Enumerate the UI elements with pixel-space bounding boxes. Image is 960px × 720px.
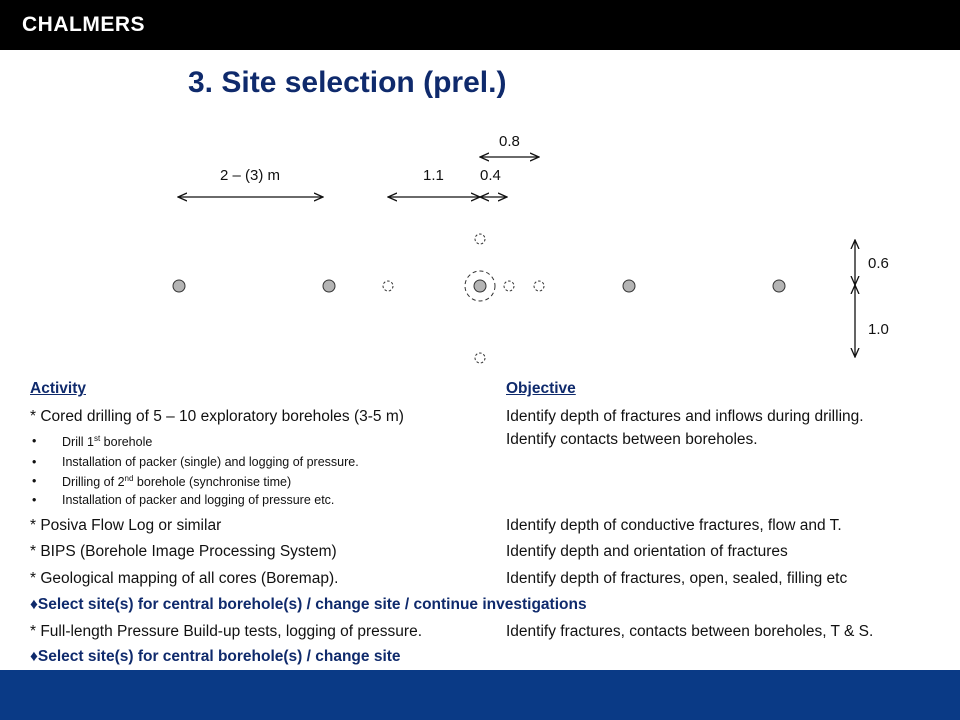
label-spacing-outer: 2 – (3) m <box>220 167 281 184</box>
decision-line: ♦Select site(s) for central borehole(s) / change site / continue investigations <box>30 596 587 613</box>
bullet: • <box>32 493 37 507</box>
decision-line: ♦Select site(s) for central borehole(s) / change site <box>30 648 401 665</box>
borehole-planned <box>504 281 514 291</box>
sub-list-text: Installation of packer (single) and logging of pressure. <box>62 455 359 469</box>
label-vertical-upper: 0.6 <box>868 255 889 272</box>
label-spacing-mid: 1.1 <box>423 167 444 184</box>
label-spacing-top: 0.8 <box>499 133 520 150</box>
sub-list-text: Drill 1st borehole <box>62 434 153 450</box>
sub-list-text: Installation of packer and logging of pressure etc. <box>62 493 335 507</box>
borehole-existing <box>173 280 185 292</box>
label-vertical-lower: 1.0 <box>868 321 889 338</box>
activity-text: * Geological mapping of all cores (Boremap). <box>30 570 339 587</box>
activity-header: Activity <box>30 380 86 397</box>
objective-text: Identify contacts between boreholes. <box>506 431 758 448</box>
activity-text: * Full-length Pressure Build-up tests, logging of pressure. <box>30 623 423 640</box>
objective-text: Identify depth of conductive fractures, flow and T. <box>506 517 842 534</box>
objective-header: Objective <box>506 380 576 397</box>
header-bar <box>0 0 960 50</box>
borehole-layout-diagram <box>0 120 960 370</box>
bullet: • <box>32 474 37 488</box>
activity-text: * BIPS (Borehole Image Processing System) <box>30 543 337 560</box>
sub-list-text: Drilling of 2nd borehole (synchronise time) <box>62 474 292 490</box>
bullet: • <box>32 455 37 469</box>
objective-text: Identify fractures, contacts between boreholes, T & S. <box>506 623 874 640</box>
bullet: • <box>32 434 37 448</box>
borehole-central <box>474 280 486 292</box>
objective-text: Identify depth of fractures and inflows during drilling. <box>506 408 864 425</box>
borehole-existing <box>323 280 335 292</box>
borehole-planned <box>475 234 485 244</box>
borehole-planned <box>534 281 544 291</box>
page-title: 3. Site selection (prel.) <box>188 66 507 99</box>
borehole-planned <box>383 281 393 291</box>
label-spacing-inner: 0.4 <box>480 167 501 184</box>
objective-text: Identify depth of fractures, open, sealed, filling etc <box>506 570 848 587</box>
objective-text: Identify depth and orientation of fractures <box>506 543 788 560</box>
borehole-existing <box>773 280 785 292</box>
borehole-existing <box>623 280 635 292</box>
activity-text: * Posiva Flow Log or similar <box>30 517 222 534</box>
activity-text: * Cored drilling of 5 – 10 exploratory boreholes (3-5 m) <box>30 408 404 425</box>
chalmers-logo: CHALMERS <box>22 13 145 36</box>
borehole-planned <box>475 353 485 363</box>
footer-bar <box>0 670 960 720</box>
